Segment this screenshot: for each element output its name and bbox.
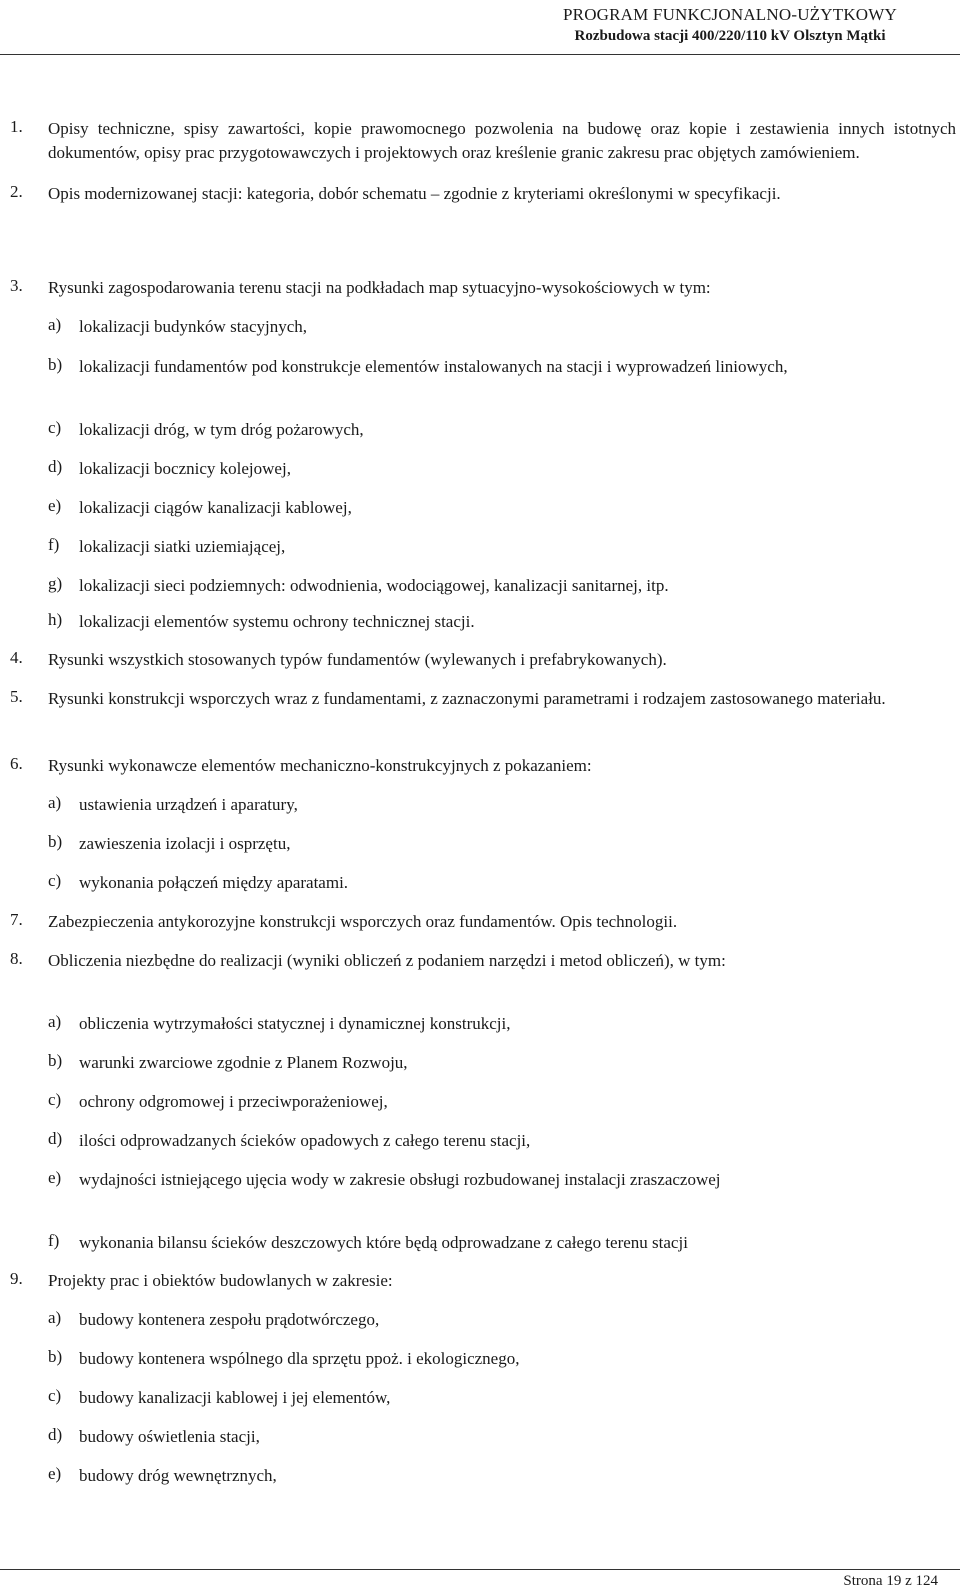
sub-item-letter: d) xyxy=(48,457,63,476)
sub-item-text: budowy oświetlenia stacji, xyxy=(79,1427,260,1446)
sub-item-letter: d) xyxy=(48,1425,63,1444)
document-subtitle: Rozbudowa stacji 400/220/110 kV Olsztyn Mątki xyxy=(574,28,886,44)
list-item-number: 2. xyxy=(10,182,23,201)
page-header xyxy=(520,4,940,46)
sub-item-text: ilości odprowadzanych ścieków opadowych z całego terenu stacji, xyxy=(79,1131,531,1150)
sub-item-letter: e) xyxy=(48,496,62,515)
sub-item-letter: d) xyxy=(48,1129,63,1148)
list-item-number: 9. xyxy=(10,1269,23,1288)
sub-item-text: lokalizacji siatki uziemiającej, xyxy=(79,537,286,556)
sub-item-text: lokalizacji budynków stacyjnych, xyxy=(79,317,308,336)
footer-divider xyxy=(0,1569,960,1570)
sub-item-text: lokalizacji dróg, w tym dróg pożarowych, xyxy=(79,420,364,439)
list-item-text: Obliczenia niezbędne do realizacji (wyniki obliczeń z podaniem narzędzi i metod obliczeń), w tym: xyxy=(48,951,726,970)
sub-item-text: lokalizacji elementów systemu ochrony technicznej stacji. xyxy=(79,612,475,631)
sub-item-letter: f) xyxy=(48,535,60,554)
sub-item-letter: a) xyxy=(48,1012,62,1031)
sub-item-letter: c) xyxy=(48,1386,62,1405)
sub-item-text: lokalizacji sieci podziemnych: odwodnienia, wodociągowej, kanalizacji sanitarnej, itp. xyxy=(79,576,669,595)
sub-item-text: budowy kontenera wspólnego dla sprzętu ppoż. i ekologicznego, xyxy=(79,1349,520,1368)
sub-item-text: wydajności istniejącego ujęcia wody w zakresie obsługi rozbudowanej instalacji zraszaczowej xyxy=(79,1170,721,1189)
sub-item-text: lokalizacji fundamentów pod konstrukcje elementów instalowanych na stacji i wyprowadzeń liniowych, xyxy=(79,357,788,376)
sub-item-letter: g) xyxy=(48,574,63,593)
sub-item-letter: a) xyxy=(48,793,62,812)
sub-item-text: budowy kontenera zespołu prądotwórczego, xyxy=(79,1310,380,1329)
document-title: PROGRAM FUNKCJONALNO-UŻYTKOWY xyxy=(563,5,897,24)
page-number: Strona 19 z 124 xyxy=(843,1573,938,1589)
sub-item-text: lokalizacji bocznicy kolejowej, xyxy=(79,459,291,478)
sub-item-letter: a) xyxy=(48,315,62,334)
list-item-number: 5. xyxy=(10,687,23,706)
sub-item-letter: e) xyxy=(48,1168,62,1187)
sub-item-letter: b) xyxy=(48,832,63,851)
sub-item-text: ustawienia urządzeń i aparatury, xyxy=(79,795,298,814)
sub-item-text: zawieszenia izolacji i osprzętu, xyxy=(79,834,291,853)
list-item-text: Opisy techniczne, spisy zawartości, kopie prawomocnego pozwolenia na budowę oraz kopie i zestawienia innych istotnych dokumentów, opisy prac przygotowawczych i projektowych oraz kreślenie granic zakresu prac objętych zamówieniem. xyxy=(48,119,956,162)
sub-item-letter: b) xyxy=(48,1347,63,1366)
list-item-text: Rysunki wszystkich stosowanych typów fundamentów (wylewanych i prefabrykowanych). xyxy=(48,650,667,669)
list-item-number: 8. xyxy=(10,949,23,968)
sub-item-letter: c) xyxy=(48,1090,62,1109)
sub-item-text: wykonania bilansu ścieków deszczowych które będą odprowadzane z całego terenu stacji xyxy=(79,1233,688,1252)
sub-item-letter: c) xyxy=(48,871,62,890)
list-item-text: Rysunki konstrukcji wsporczych wraz z fundamentami, z zaznaczonymi parametrami i rodzajem zastosowanego materiału. xyxy=(48,689,886,708)
list-item-text: Zabezpieczenia antykorozyjne konstrukcji wsporczych oraz fundamentów. Opis technologii. xyxy=(48,912,678,931)
list-item-number: 3. xyxy=(10,276,23,295)
sub-item-text: budowy kanalizacji kablowej i jej elementów, xyxy=(79,1388,391,1407)
sub-item-text: obliczenia wytrzymałości statycznej i dynamicznej konstrukcji, xyxy=(79,1014,511,1033)
list-item-number: 4. xyxy=(10,648,23,667)
sub-item-letter: c) xyxy=(48,418,62,437)
sub-item-text: wykonania połączeń między aparatami. xyxy=(79,873,349,892)
sub-item-text: ochrony odgromowej i przeciwporażeniowej, xyxy=(79,1092,388,1111)
sub-item-letter: b) xyxy=(48,1051,63,1070)
sub-item-text: warunki zwarciowe zgodnie z Planem Rozwoju, xyxy=(79,1053,408,1072)
sub-item-text: budowy dróg wewnętrznych, xyxy=(79,1466,277,1485)
list-item-text: Rysunki wykonawcze elementów mechaniczno-konstrukcyjnych z pokazaniem: xyxy=(48,756,592,775)
list-item-number: 1. xyxy=(10,117,23,136)
list-item-number: 7. xyxy=(10,910,23,929)
sub-item-letter: e) xyxy=(48,1464,62,1483)
sub-item-letter: h) xyxy=(48,610,63,629)
sub-item-letter: b) xyxy=(48,355,63,374)
list-item-number: 6. xyxy=(10,754,23,773)
list-item-text: Projekty prac i obiektów budowlanych w zakresie: xyxy=(48,1271,393,1290)
sub-item-text: lokalizacji ciągów kanalizacji kablowej, xyxy=(79,498,352,517)
header-divider xyxy=(0,54,960,55)
list-item-text: Rysunki zagospodarowania terenu stacji na podkładach map sytuacyjno-wysokościowych w tym: xyxy=(48,278,711,297)
sub-item-letter: a) xyxy=(48,1308,62,1327)
list-item-text: Opis modernizowanej stacji: kategoria, dobór schematu – zgodnie z kryteriami określonymi w specyfikacji. xyxy=(48,184,781,203)
sub-item-letter: f) xyxy=(48,1231,60,1250)
